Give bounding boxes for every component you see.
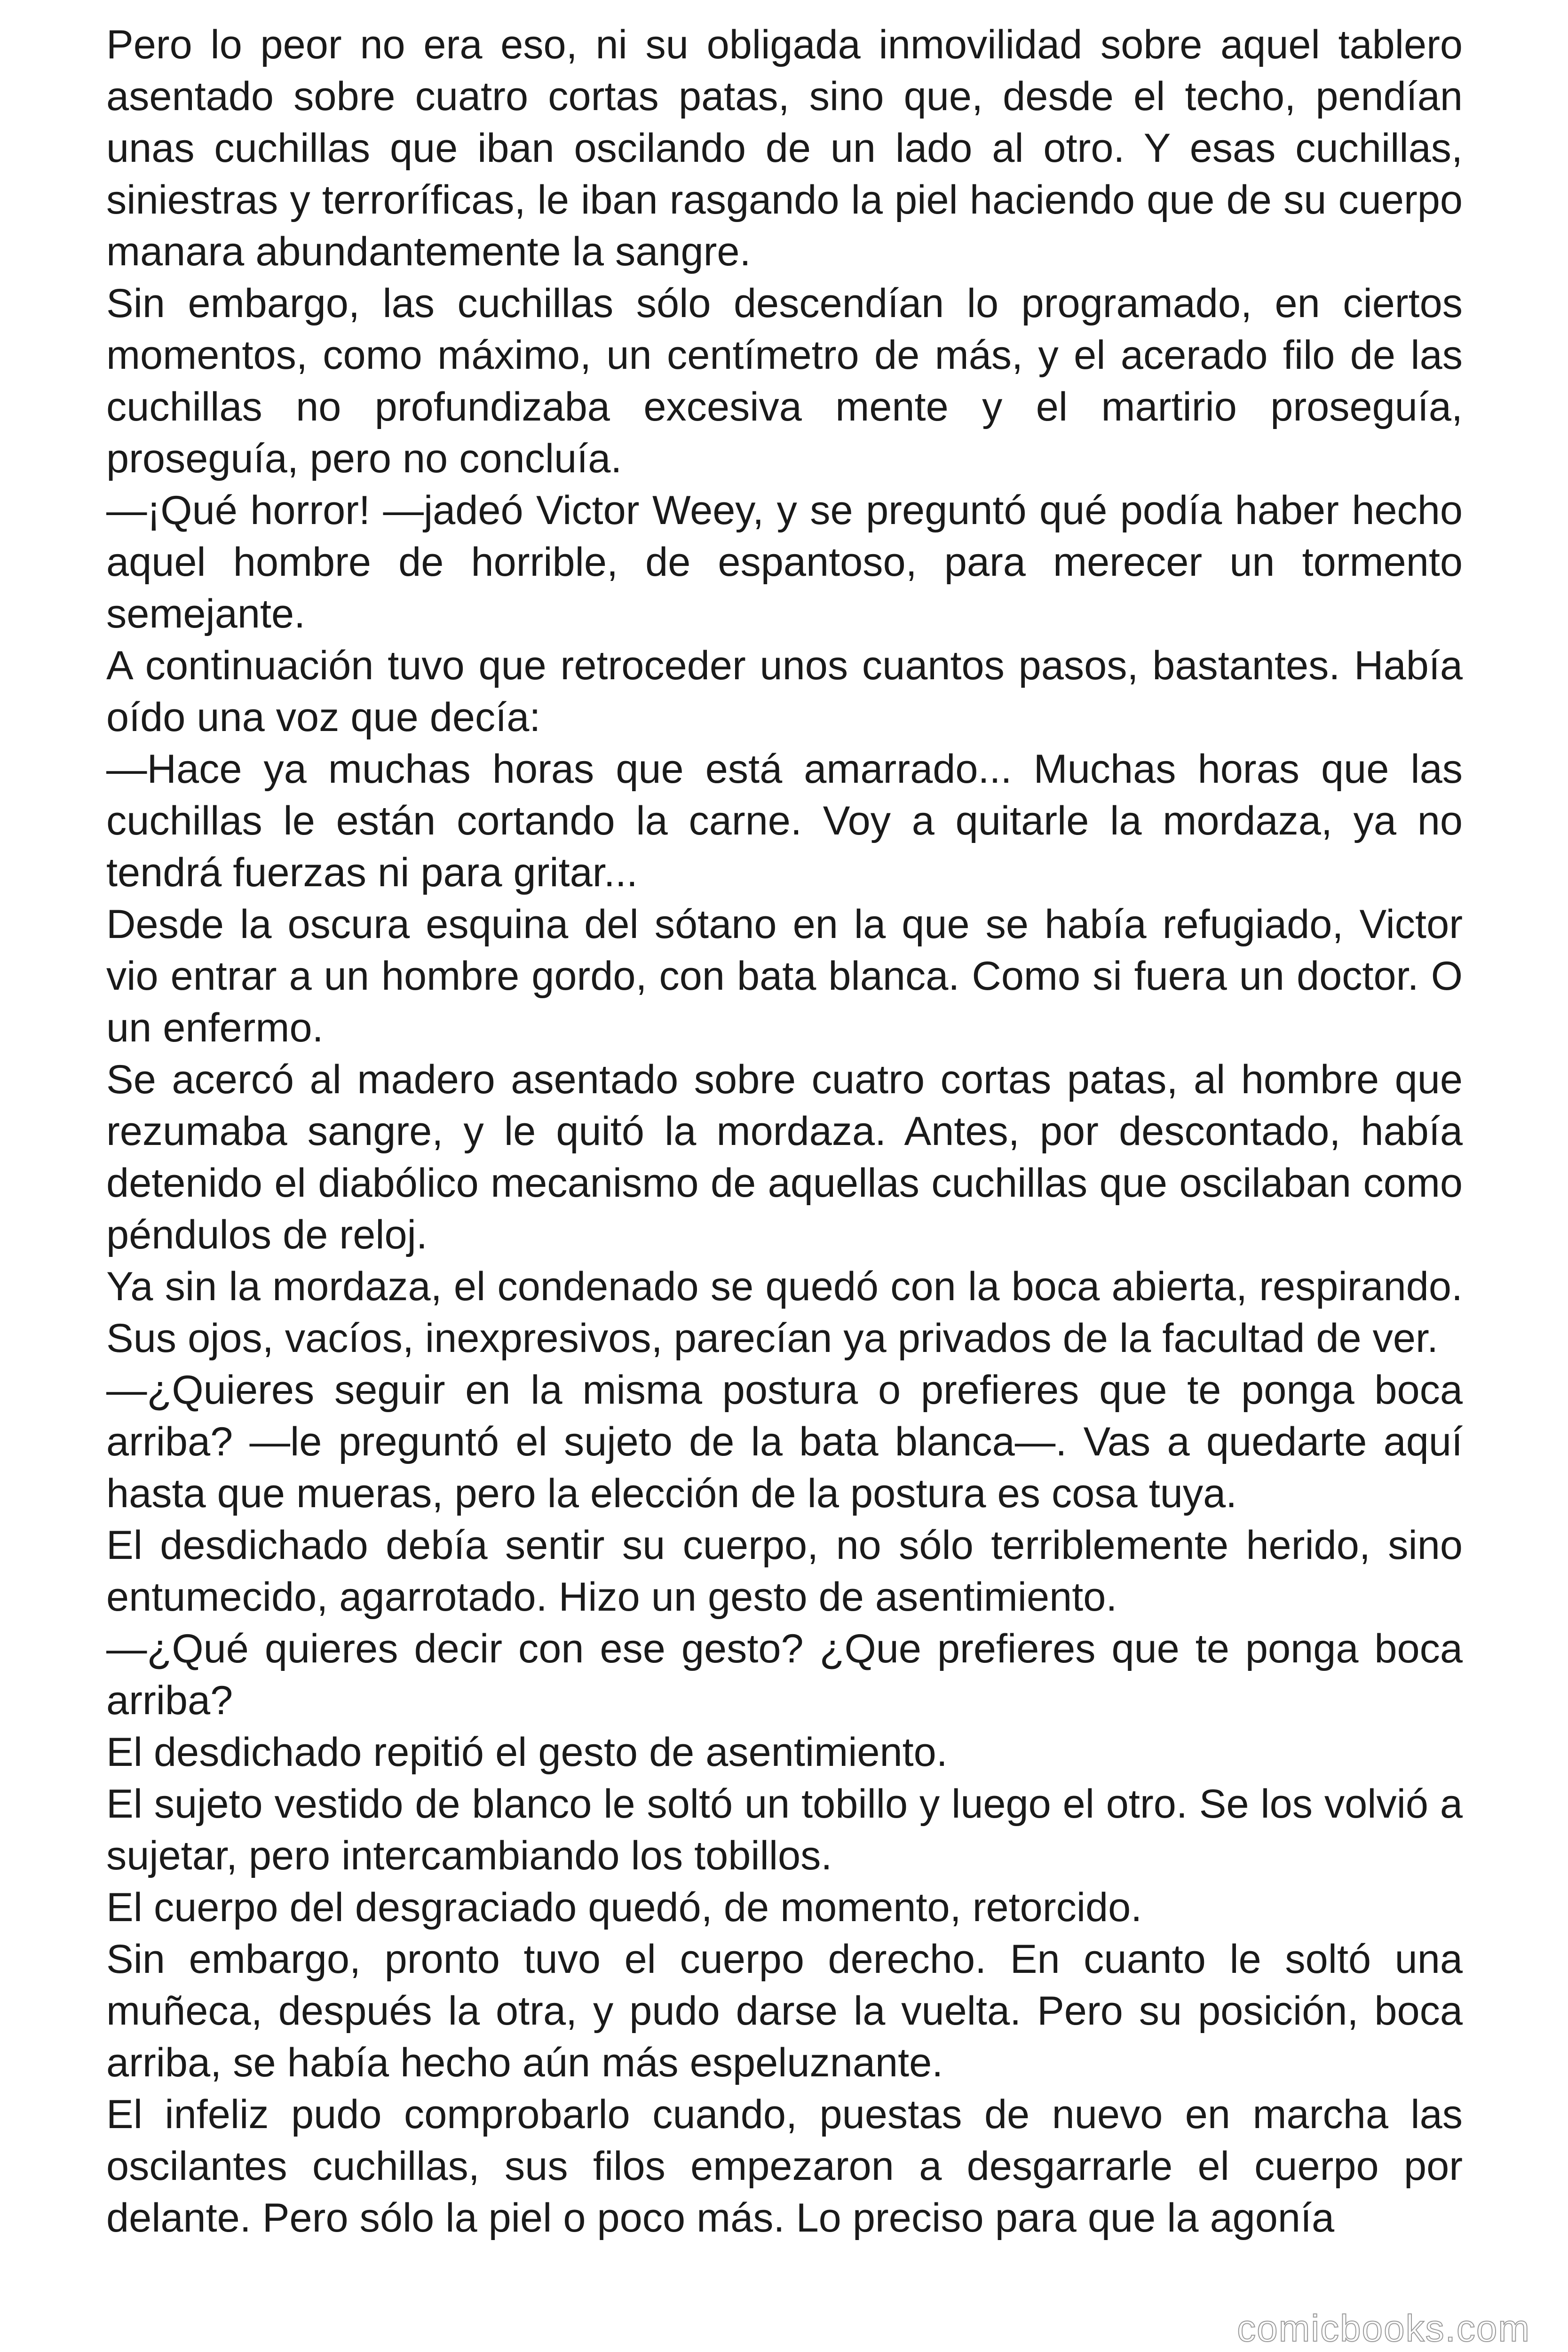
paragraph-9: —¿Quieres seguir en la misma postura o prefieres que te ponga boca arriba? —le preguntó el sujeto de la bata blanca—. Vas a quedarte aquí hasta que mueras, pero la elección de la postura es cosa tuya. [106, 1367, 1463, 1516]
paragraph-13: El sujeto vestido de blanco le soltó un tobillo y luego el otro. Se los volvió a sujetar, pero intercambiando los tobillos. [106, 1781, 1463, 1878]
paragraph-8: Ya sin la mordaza, el condenado se quedó con la boca abierta, respirando. Sus ojos, vacíos, inexpresivos, parecían ya privados de la facultad de ver. [106, 1264, 1463, 1361]
paragraph-11: —¿Qué quieres decir con ese gesto? ¿Que prefieres que te ponga boca arriba? [106, 1626, 1463, 1723]
paragraph-6: Desde la oscura esquina del sótano en la que se había refugiado, Victor vio entrar a un hombre gordo, con bata blanca. Como si fuera un doctor. O un enfermo. [106, 902, 1463, 1050]
paragraph-12: El desdichado repitió el gesto de asentimiento. [106, 1730, 948, 1775]
paragraph-7: Se acercó al madero asentado sobre cuatro cortas patas, al hombre que rezumaba sangre, y le quitó la mordaza. Antes, por descontado, había detenido el diabólico mecanismo de aquellas cuchillas que oscilaban como péndulos de reloj. [106, 1057, 1463, 1257]
paragraph-14: El cuerpo del desgraciado quedó, de momento, retorcido. [106, 1885, 1142, 1930]
paragraph-10: El desdichado debía sentir su cuerpo, no sólo terriblemente herido, sino entumecido, agarrotado. Hizo un gesto de asentimiento. [106, 1523, 1463, 1620]
paragraph-15: Sin embargo, pronto tuvo el cuerpo derecho. En cuanto le soltó una muñeca, después la otra, y pudo darse la vuelta. Pero su posición, boca arriba, se había hecho aún más espeluznante. [106, 1937, 1463, 2085]
paragraph-1: Pero lo peor no era eso, ni su obligada inmovilidad sobre aquel tablero asentado sobre cuatro cortas patas, sino que, desde el techo, pendían unas cuchillas que iban oscilando de un lado al otro. Y esas cuchillas, siniestras y terroríficas, le iban rasgando la piel haciendo que de su cuerpo manara abundantemente la sangre. [106, 22, 1463, 274]
paragraph-4: A continuación tuvo que retroceder unos cuantos pasos, bastantes. Había oído una voz que decía: [106, 643, 1463, 740]
paragraph-2: Sin embargo, las cuchillas sólo descendían lo programado, en ciertos momentos, como máximo, un centímetro de más, y el acerado filo de las cuchillas no profundizaba excesiva mente y el martirio proseguía, proseguía, pero no concluía. [106, 281, 1463, 481]
paragraph-16: El infeliz pudo comprobarlo cuando, puestas de nuevo en marcha las oscilantes cuchillas, sus filos empezaron a desgarrarle el cuerpo por delante. Pero sólo la piel o poco más. Lo preciso para que la agonía [106, 2092, 1463, 2241]
watermark: comicbooks.com [1237, 2307, 1530, 2349]
paragraph-3: —¡Qué horror! —jadeó Victor Weey, y se preguntó qué podía haber hecho aquel hombre de horrible, de espantoso, para merecer un tormento semejante. [106, 488, 1463, 636]
body-text [106, 19, 1463, 2244]
paragraph-5: —Hace ya muchas horas que está amarrado... Muchas horas que las cuchillas le están cortando la carne. Voy a quitarle la mordaza, ya no tendrá fuerzas ni para gritar... [106, 747, 1463, 895]
